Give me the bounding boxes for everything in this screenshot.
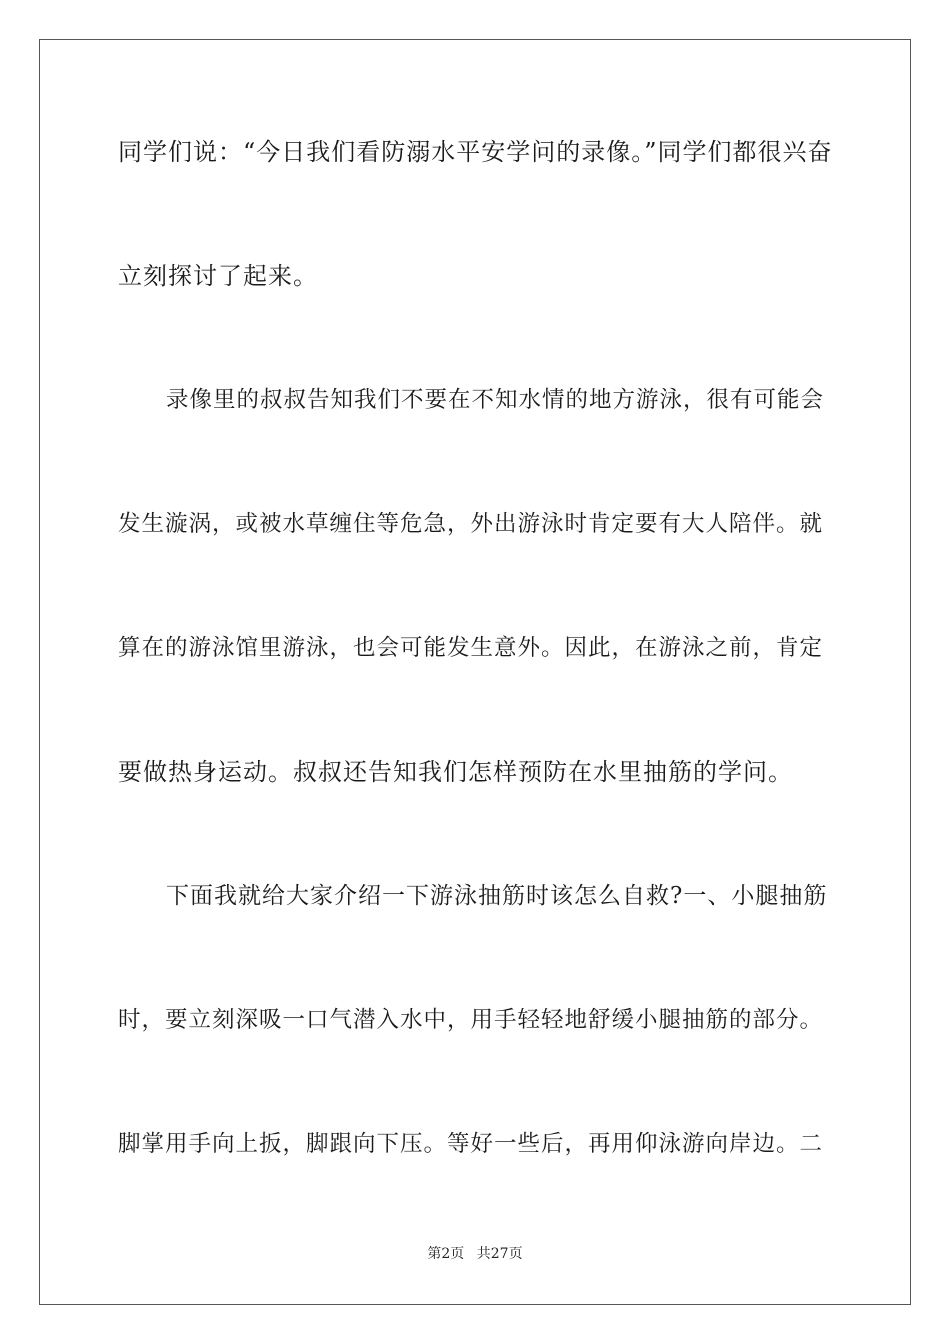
page-number: 第2页 <box>427 1246 465 1262</box>
page-footer <box>0 1245 950 1263</box>
text-line: 同学们说：“今日我们看防溺水平安学问的录像。”同学们都很兴奋 <box>118 138 833 166</box>
paragraph-first-line: 下面我就给大家介绍一下游泳抽筋时该怎么自救?一、小腿抽筋 <box>166 883 828 909</box>
text-line: 立刻探讨了起来。 <box>118 262 318 290</box>
text-line: 要做热身运动。叔叔还告知我们怎样预防在水里抽筋的学问。 <box>118 758 793 786</box>
text-line: 脚掌用手向上扳，脚跟向下压。等好一些后，再用仰泳游向岸边。二 <box>118 1131 824 1157</box>
text-line: 算在的游泳馆里游泳，也会可能发生意外。因此，在游泳之前，肯定 <box>118 635 824 661</box>
page-border <box>39 39 911 1305</box>
text-line: 发生漩涡，或被水草缠住等危急，外出游泳时肯定要有大人陪伴。就 <box>118 511 824 537</box>
text-line: 时，要立刻深吸一口气潜入水中，用手轻轻地舒缓小腿抽筋的部分。 <box>118 1007 824 1033</box>
total-pages: 共27页 <box>476 1246 523 1262</box>
paragraph-first-line: 录像里的叔叔告知我们不要在不知水情的地方游泳，很有可能会 <box>166 387 825 413</box>
